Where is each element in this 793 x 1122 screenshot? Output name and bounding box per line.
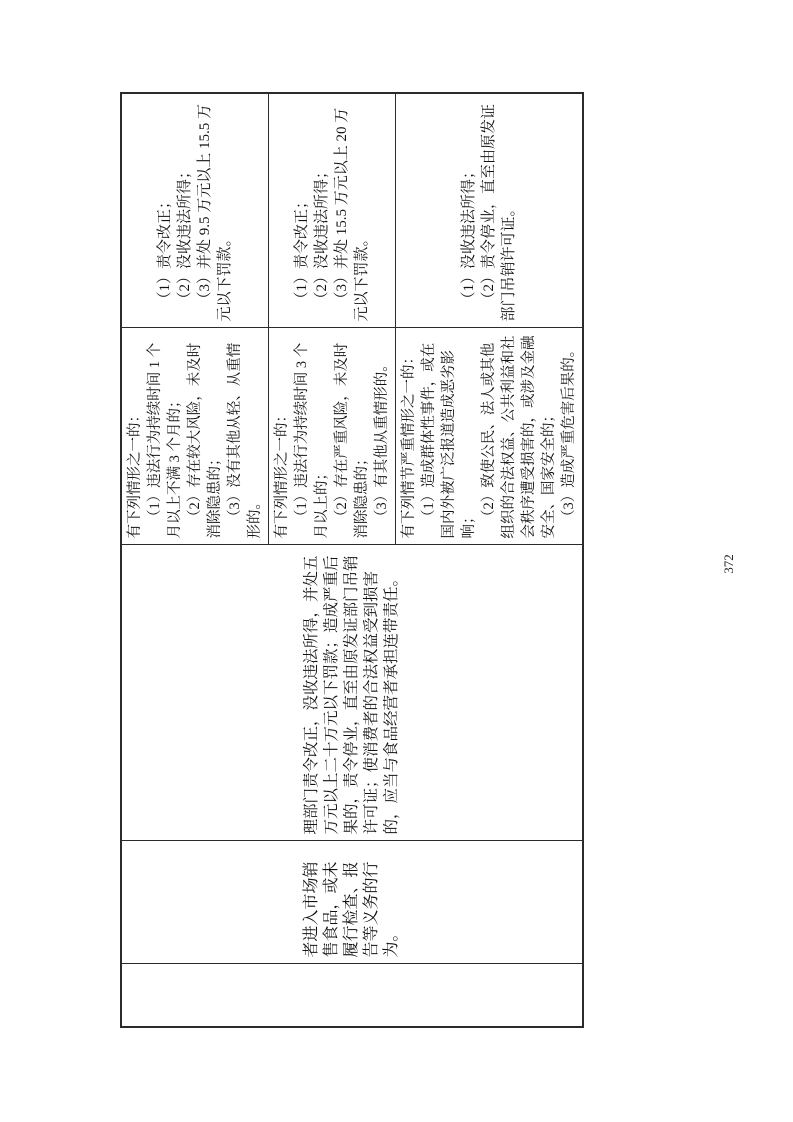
penalty-item: （3）并处 15.5 万元以上 20 万元以下罚款。 [334,107,370,322]
penalty-item: （3）并处 9.5 万元以上 15.5 万元以下罚款。 [197,103,233,322]
situation-item: （3）造成严重危害后果的。 [561,342,577,524]
situation-item: （1）造成群体性事件，或在国内外被广泛报道造成恶劣影响； [421,342,477,539]
situation-item: （3）没有其他从轻、从重情形的。 [227,342,263,539]
situation-item: （1）违法行为持续时间 3 个月以上的； [294,342,330,539]
cell-penalty-row1 [121,93,269,328]
situation-item: （2）存在较大风险，未及时消除隐患的； [187,342,223,539]
situation-header: 有下列情形之一的： [127,408,143,539]
table-row [121,93,269,1027]
situation-item: （2）致使公民、法人或其他组织的合法权益、公共利益和社会秩序遭受损害的，或涉及金融安全、国家安全的； [481,335,557,539]
situation-item: （1）违法行为持续时间 1 个月以上不满 3 个月的； [147,342,183,539]
cell-penalty-basis [121,545,583,841]
cell-situation-row1 [121,328,269,545]
situation-header: 有下列情形之一的： [274,408,290,539]
penalty-item: （1）责令改正； [157,193,173,307]
cell-situation-row2 [269,328,396,545]
penalty-item: （1）没收违法所得； [461,163,477,307]
cell-empty-margin [121,964,583,1027]
penalty-item: （2）没收违法所得； [177,163,193,307]
cell-situation-row3 [396,328,584,545]
cell-penalty-row3 [396,93,584,328]
cell-violation-conduct [121,841,583,964]
situation-header: 有下列情节严重情形之一的： [401,350,417,539]
rotated-table-container [120,94,580,1028]
situation-item: （2）存在严重风险，未及时消除隐患的； [334,342,370,539]
penalty-item: （1）责令改正； [294,193,310,307]
continuation-text: 者进入市场销售食品，或未履行检查、报告等义务的行为。 [303,861,400,958]
page-number: 372 [721,554,736,574]
situation-item: （3）有其他从重情形的。 [374,357,390,524]
cell-penalty-row2 [269,93,396,328]
penalty-item: （2）没收违法所得； [314,163,330,307]
penalty-item: （2）责令停业，直至由原发证部门吊销许可证。 [481,103,517,322]
penalty-table [120,92,584,1028]
continuation-text: 理部门责令改正，没收违法所得，并处五万元以上二十万元以下罚款；造成严重后果的，责令停业，直至由原发证部门吊销许可证；使消费者的合法权益受到损害的，应当与食品经营者承担连带责任。 [303,555,400,835]
